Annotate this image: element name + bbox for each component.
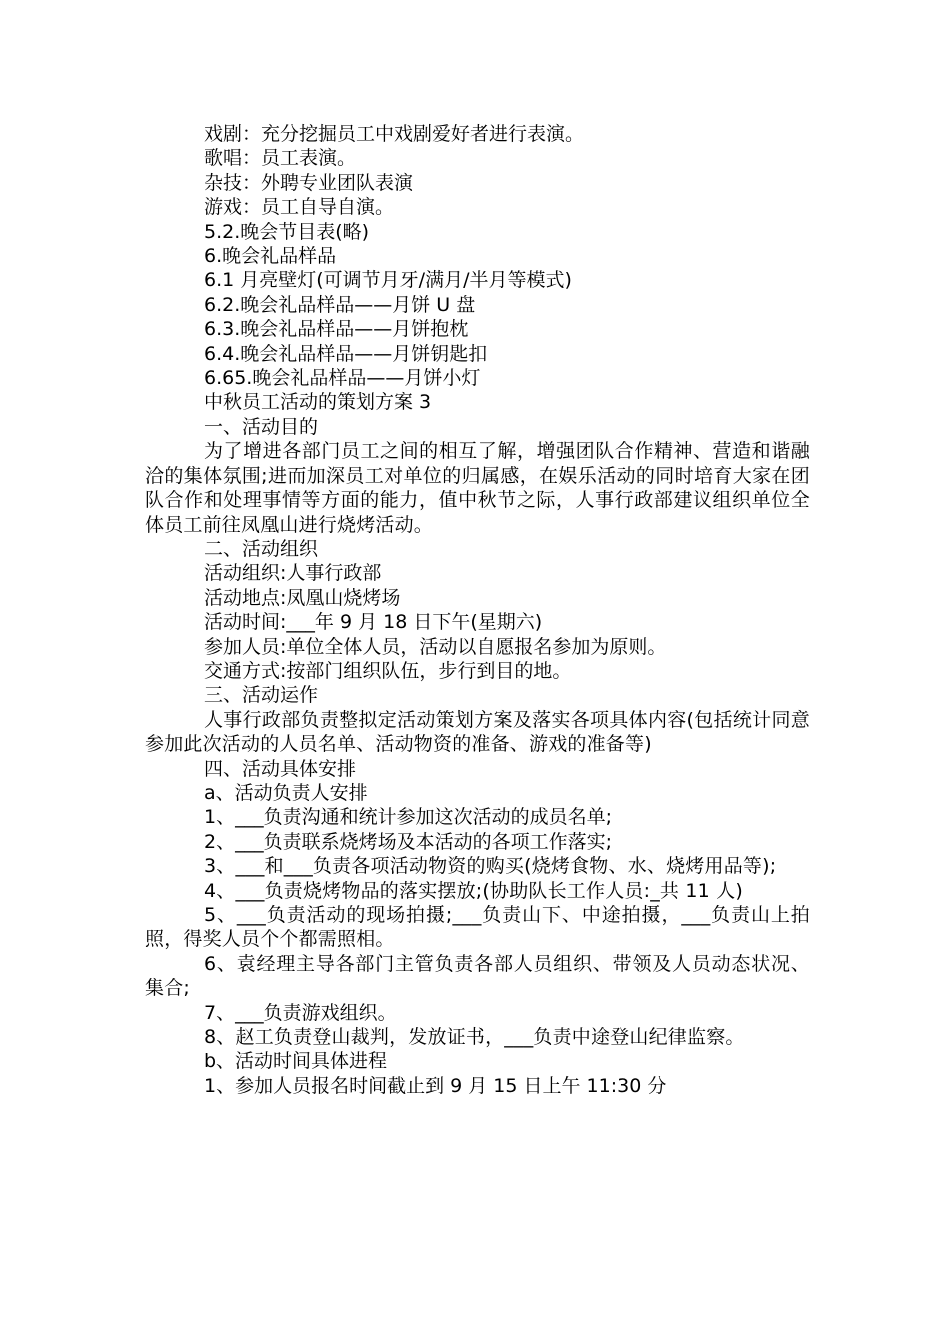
text-line: 歌唱：员工表演。 [204,147,357,170]
paragraph-purpose: 为了增进各部门员工之间的相互了解，增强团队合作精神、营造和谐融洽的集体氛围;进而加深员工对单位的归属感，在娱乐活动的同时培育大家在团队合作和处理事情等方面的能力，值中秋节之际，人事行政部建议组织单位全体员工前往凤凰山进行烧烤活动。 [145,440,810,536]
section-title: 中秋员工活动的策划方案 3 [204,391,432,414]
list-item: 6、袁经理主导各部门主管负责各部人员组织、带领及人员动态状况、集合; [145,952,810,1000]
list-item: 3、___和___负责各项活动物资的购买(烧烤食物、水、烧烤用品等); [204,855,777,878]
document-body [145,122,810,1098]
text-line: 杂技：外聘专业团队表演 [204,171,414,194]
list-item: 1、参加人员报名时间截止到 9 月 15 日上午 11:30 分 [204,1074,667,1097]
list-item: 2、___负责联系烧烤场及本活动的各项工作落实; [204,830,612,853]
list-item: 8、赵工负责登山裁判，发放证书，___负责中途登山纪律监察。 [204,1026,745,1049]
text-line: 游戏：员工自导自演。 [204,196,395,219]
paragraph-operation: 人事行政部负责整拟定活动策划方案及落实各项具体内容(包括统计同意参加此次活动的人员名单、活动物资的准备、游戏的准备等) [145,708,810,756]
list-item: 7、___负责游戏组织。 [204,1001,397,1024]
text-line: 6.1 月亮壁灯(可调节月牙/满月/半月等模式) [204,269,572,292]
text-line: 参加人员:单位全体人员，活动以自愿报名参加为原则。 [204,635,667,658]
text-line: 5.2.晚会节目表(略) [204,220,370,243]
text-line: 6.65.晚会礼品样品——月饼小灯 [204,367,481,390]
section-heading: 二、活动组织 [204,537,319,560]
text-line: 6.晚会礼品样品 [204,245,337,268]
text-line: 交通方式:按部门组织队伍，步行到目的地。 [204,659,572,682]
text-line: 活动组织:人事行政部 [204,562,382,585]
section-heading: 三、活动运作 [204,684,319,707]
list-item: 4、___负责烧烤物品的落实摆放;(协助队长工作人员:_共 11 人) [204,879,743,902]
subsection-heading: b、活动时间具体进程 [204,1050,388,1073]
text-line: 6.2.晚会礼品样品——月饼 U 盘 [204,293,476,316]
section-heading: 四、活动具体安排 [204,757,357,780]
list-item: 1、___负责沟通和统计参加这次活动的成员名单; [204,806,612,829]
text-line: 戏剧：充分挖掘员工中戏剧爱好者进行表演。 [204,123,585,145]
text-line: 活动时间:___年 9 月 18 日下午(星期六) [204,611,543,634]
subsection-heading: a、活动负责人安排 [204,781,368,804]
list-item: 5、___负责活动的现场拍摄;___负责山下、中途拍摄，___负责山上拍照，得奖人员个个都需照相。 [145,904,810,951]
text-line: 6.3.晚会礼品样品——月饼抱枕 [204,318,469,341]
section-heading: 一、活动目的 [204,415,319,438]
text-line: 活动地点:凤凰山烧烤场 [204,586,401,609]
text-line: 6.4.晚会礼品样品——月饼钥匙扣 [204,342,488,365]
